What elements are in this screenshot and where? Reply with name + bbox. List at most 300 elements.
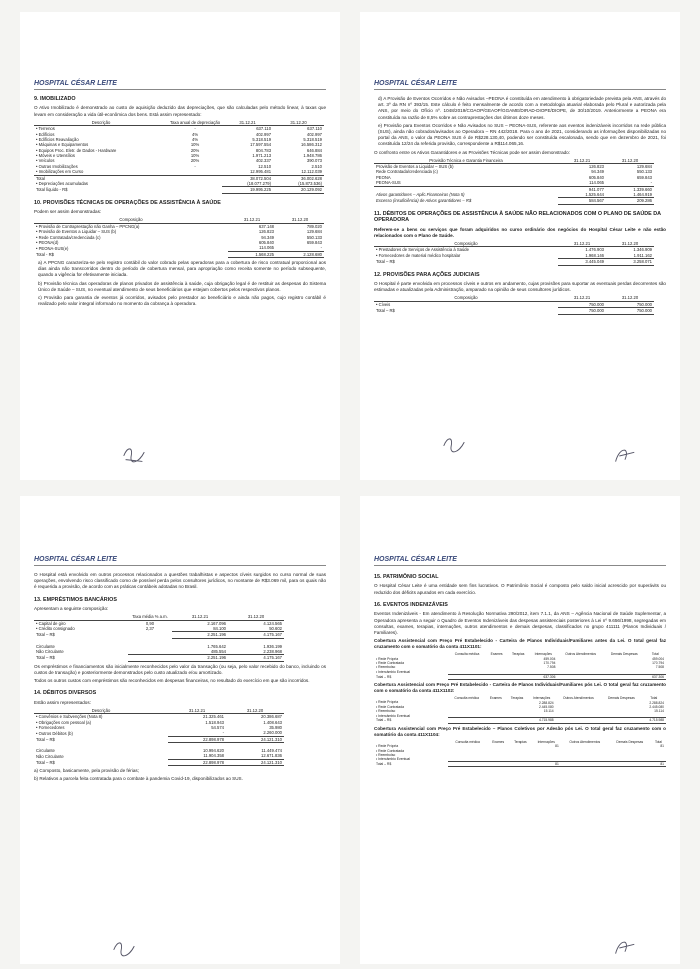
table-cell: [561, 762, 609, 767]
section-16-title: 16. EVENTOS INDENIZÁVEIS: [374, 601, 448, 608]
table-cell: 2,37: [145, 626, 155, 632]
column-header: Demais Despesas: [616, 739, 644, 744]
table-cell: 2.167.096: [207, 620, 226, 626]
table-cell: -: [650, 180, 652, 186]
table-cell: 7.508: [655, 665, 664, 670]
table-cell: • Rede Contratada: [376, 748, 404, 753]
note-b: b) Relativos a parcela feita contratada para o combate à pandemia Covid-19, disponibilizados ao SUS.: [34, 776, 243, 782]
table-cell: 550.133: [306, 234, 322, 240]
table-cell: 126.823: [258, 229, 274, 235]
table-cell: 2.251.196: [172, 655, 228, 661]
col-provisao: Provisão Técnica e Garantia Financeira: [374, 158, 558, 164]
table-cell: 38.072.504: [222, 175, 273, 181]
table-cell: 15.114: [654, 709, 664, 714]
table-cell: Ativos garantidores – Aplic.Financeiras (Nota 5): [376, 192, 465, 198]
table-cell: [557, 674, 603, 679]
events-rows-3: [374, 744, 666, 767]
col-2020: 31.12.20: [606, 241, 654, 247]
table-cell: Total – R$: [36, 736, 55, 742]
table-cell: • Veículos: [36, 158, 55, 164]
table-cell: • Intercâmbio Eventual: [376, 669, 410, 674]
table-cell: [601, 718, 641, 723]
table-cell: • Intercâmbio Eventual: [376, 713, 410, 718]
table-cell: • Intercâmbio Eventual: [376, 757, 410, 762]
table-cell: 16.586.312: [301, 142, 322, 148]
signature-image: [120, 442, 148, 466]
table-cell: 19.995.225: [222, 187, 273, 193]
col-2021: 31.12.21: [558, 158, 606, 164]
table-cell: -: [222, 730, 224, 736]
section-9-title: 9. IMOBILIZADO: [34, 96, 76, 102]
sundry-debts-table: [34, 708, 284, 766]
column-header: Internações: [534, 652, 552, 657]
table-cell: (15.873.536): [298, 180, 322, 186]
table-cell: • Obrigações com pessoal (a): [36, 719, 91, 725]
note-a: a) Composto, basicamente, pela provisão de férias;: [34, 768, 139, 774]
table-cell: 24.121.310: [226, 759, 284, 765]
table-cell: -: [320, 245, 322, 251]
table-cell: • Rede Contratada/credenciada (c): [36, 234, 101, 240]
table-cell: 4.175.167: [228, 632, 284, 638]
col-2021: 31.12.21: [558, 295, 606, 301]
fixed-assets-rows: [34, 126, 324, 175]
table-cell: 2.128.680: [276, 251, 324, 257]
column-header: Outros Atendimentos: [563, 696, 594, 701]
table-cell: PEONA-SUS: [376, 180, 401, 186]
table-cell: 12.112.039: [301, 169, 322, 175]
table-cell: Total – R$: [376, 308, 395, 314]
col-2021: 31.12.21: [222, 120, 273, 126]
table-cell: 4.715.988: [528, 718, 556, 723]
table-cell: • Capital de giro: [36, 620, 66, 626]
note-d: d) A Provisão de Eventos Ocorridos e Não Avisados –PEONA é constituída em atendimento à obrigatoriedade prevista pela ANS, através do art. 3º da RN nº 393/15. Este cálculo é feito mensalmente de acordo com a metodologia atuarial elaborada pelo Plural e autorizada pela ANS, por meio do Ofício nº. 1048/2019/COAOP/GEAOP/GGAME/DIRAD-DIOPE/DIOPE, de 30/10/2019. Anteriormente a PEONA era constituída na razão de 8,5% sobre as contraprestações dos últimos doze meses.: [378, 96, 666, 120]
column-header: Consulta médica: [454, 696, 479, 701]
table-cell: 20.386.687: [261, 714, 282, 720]
table-cell: 126.823: [588, 164, 604, 170]
lawsuits-table: [374, 295, 654, 314]
table-cell: 2.445.080: [538, 704, 554, 709]
table-cell: -: [194, 163, 196, 169]
table-cell: 637.306: [645, 674, 666, 679]
coverage-2-text: Cobertura Assistencial com Preço Pré Estabelecido - Carteira de Planos Individuais/Familiares pós Lei. O total geral faz cruzamento com o somatório da conta 411X1102:: [374, 681, 666, 694]
table-cell: 94.349: [261, 234, 274, 240]
page-header: HOSPITAL CÉSAR LEITE: [34, 556, 326, 566]
table-cell: 4%: [192, 136, 199, 142]
section-12-title: 12. PROVISÕES PARA AÇÕES JUDICIAIS: [374, 271, 480, 278]
table-cell: Rede Contratada/credenciada (c): [376, 169, 438, 175]
table-cell: 637.148: [258, 223, 274, 229]
column-header: Terapias: [511, 652, 525, 657]
table-cell: • Rede Própria: [376, 744, 399, 749]
table-row: [374, 198, 654, 204]
table-cell: 0,90: [145, 620, 155, 626]
table-cell: 20%: [190, 158, 200, 164]
table-cell: 81: [532, 762, 561, 767]
table-cell: 5.318.519: [303, 136, 322, 142]
col-composicao: Composição: [374, 241, 558, 247]
note-c: c) Provisão para garantia de eventos já ocorridos, avisados pelo prestador ao beneficiário e ainda não pagos, cujo registro contábil é realizado pelo valor integral informado no momento da cobrança à operadora.: [38, 294, 326, 307]
table-cell: Excesso (insuficiência) de Ativos garantidores – R$: [376, 198, 472, 204]
table-cell: [128, 655, 172, 661]
column-header: Outros Atendimentos: [569, 739, 601, 744]
table-cell: 605.840: [588, 174, 604, 180]
table-cell: 941.077: [558, 186, 606, 192]
table-cell: 94.349: [591, 169, 604, 175]
table-cell: 1.464.919: [633, 191, 652, 197]
table-cell: 2.288.824: [538, 700, 554, 705]
table-cell: • PEONA-SUS(e): [36, 245, 69, 251]
col-2020: 31.12.20: [606, 295, 654, 301]
table-cell: • Fornecedores: [36, 725, 65, 731]
page-3: [20, 496, 340, 964]
section-10-title: 10. PROVISÕES TÉCNICAS DE OPERAÇÕES DE ASSISTÊNCIA À SAÚDE: [34, 199, 221, 206]
table-cell: 659.843: [636, 174, 652, 180]
table-cell: 4.715.988: [642, 718, 667, 723]
table-row: [374, 718, 666, 723]
guarantee-table: [374, 158, 654, 205]
signature-image: [610, 444, 638, 468]
table-cell: Total líquido - R$: [36, 187, 68, 193]
table-cell: • Prestadores de Serviços de Assistência à Saúde: [376, 247, 469, 253]
col-2021: 31.12.21: [228, 217, 276, 223]
technical-provisions-table: [34, 217, 324, 258]
col-2020: 31.12.20: [273, 120, 324, 126]
col-2020: 31.12.20: [606, 158, 654, 164]
table-row: [34, 759, 284, 765]
column-header: Exames: [492, 739, 505, 744]
table-cell: [448, 674, 486, 679]
table-cell: • Provisão de Eventos a Liquidar – SUS (b): [36, 229, 117, 235]
loans-note-1: Os empréstimos e financiamentos são inicialmente reconhecidos pelo valor da transação (ou seja, pelo valor recebido do banco, incluindo os custos de transação) e posteriormente demonstrados pelo custo atualizado e/ou amortizado.: [34, 663, 326, 675]
table-cell: 804.783: [255, 147, 272, 153]
table-cell: Total – R$: [376, 762, 392, 767]
table-cell: [507, 674, 529, 679]
table-cell: 750.000: [606, 308, 654, 314]
table-cell: 24.121.310: [226, 736, 284, 742]
table-cell: 550.133: [636, 169, 652, 175]
table-cell: 35.980: [269, 725, 282, 731]
table-cell: 22.898.978: [168, 759, 226, 765]
table-cell: 605.840: [258, 239, 274, 245]
table-cell: 22.898.978: [168, 736, 226, 742]
table-cell: • Terrenos: [36, 126, 55, 132]
table-row: [374, 308, 654, 314]
table-cell: -: [194, 126, 196, 132]
guarantee-rows: [374, 164, 654, 187]
table-cell: 36.002.628: [273, 175, 324, 181]
table-cell: 2.288.824: [649, 700, 664, 705]
section-16-text: Eventos Indenizáveis - Em atendimento à Resolução Normativa 290/2012, item 7.1.1, da ANS – Agência Nacional de Saúde Suplementar, a Operadora apresenta a seguir o Quadro de Eventos Indenizáveis das despesas assistenciais posteriores à Lei nº 9.656/1998, segregadas em consultas, exames, terapias, internações, outros atendimentos e demais despesas, classificados no grupo 411111 (Planos Individuais / Familiares).: [374, 611, 666, 635]
table-cell: 1.568.225: [228, 251, 276, 257]
column-header: Total: [654, 739, 662, 744]
loans-rows: [34, 620, 284, 632]
col-2021: 31.12.21: [558, 241, 606, 247]
table-cell: [556, 718, 602, 723]
table-cell: 402.997: [306, 131, 322, 137]
signature-image: [610, 936, 638, 960]
loans-circulante-rows: [34, 644, 284, 662]
table-cell: 1.971.213: [252, 153, 272, 159]
table-cell: • Outros Débitos (b): [36, 730, 73, 736]
table-cell: [448, 718, 485, 723]
table-cell: 1.765.642: [207, 643, 226, 649]
table-cell: 2.445.080: [649, 704, 664, 709]
events-table-1: [374, 652, 666, 679]
col-descricao: Descrição: [34, 708, 168, 714]
column-header: Total: [651, 652, 659, 657]
col-composicao: Composição: [374, 295, 558, 301]
table-cell: 15.114: [543, 709, 554, 714]
events-rows-2: [374, 700, 666, 723]
table-cell: 390.073: [306, 158, 322, 164]
col-taxa: Taxa anual de depreciação: [170, 119, 221, 125]
table-cell: 459.004: [543, 656, 556, 661]
table-cell: 129.684: [636, 164, 652, 170]
note-b: b) Provisão técnica das operadoras de planos privados de assistência à saúde, cuja obrigação legal é de restituir as despesas do Sistema Único de Saúde – SUS, no eventual atendimento de seus beneficiários que estejam cobertos pelos respectivos planos.: [38, 280, 326, 292]
table-cell: 646.884: [306, 147, 322, 153]
sundry-debts-circulante-rows: [34, 748, 284, 766]
coverage-1-text: Cobertura Assistencial com Preço Pré Estabelecido - Carteira de Planos Individuais/Familiares antes da Lei. O total geral faz cruzamento com o somatório da conta 411X1101:: [374, 638, 666, 650]
table-cell: 1.936.199: [263, 643, 282, 649]
column-header: Internações: [533, 696, 551, 701]
fixed-assets-table: [34, 120, 324, 194]
table-cell: 11.904.358: [203, 753, 224, 759]
section-15-text: O Hospital César Leite é uma entidade sem fins lucrativos. O Patrimônio Social é composto pelo saldo inicial acrescido por superávits ou reduzido dos déficits apurados em cada exercício.: [374, 583, 666, 595]
table-cell: 170.794: [543, 661, 556, 666]
table-cell: 637.110: [307, 126, 322, 132]
table-cell: 3.445.049: [558, 259, 606, 265]
table-cell: 3.258.071: [606, 259, 654, 265]
table-cell: 1.408.643: [263, 719, 282, 725]
table-cell: 54.574: [211, 725, 224, 731]
table-cell: [609, 762, 651, 767]
signature-image: [440, 432, 468, 456]
table-cell: 114.065: [589, 180, 604, 186]
table-row: [374, 674, 666, 679]
table-cell: Total - R$: [36, 251, 54, 257]
page-header: HOSPITAL CÉSAR LEITE: [374, 80, 666, 90]
table-cell: PEONA: [376, 174, 391, 180]
col-taxa: Taxa média % a.m.: [128, 614, 172, 620]
table-cell: [168, 187, 222, 193]
table-cell: [604, 674, 645, 679]
table-cell: • Rede Própria: [376, 656, 399, 661]
table-row: [374, 259, 654, 265]
column-header: Consulta médica: [454, 652, 480, 657]
table-cell: 4.124.565: [263, 620, 282, 626]
table-cell: 21.325.461: [203, 714, 224, 720]
table-cell: • PEONA(d): [36, 239, 59, 245]
sundry-debts-rows: [34, 714, 284, 737]
table-cell: Total: [34, 175, 168, 181]
table-cell: 11.449.474: [261, 748, 282, 754]
table-cell: • Outras Imobilizações: [36, 163, 78, 169]
table-cell: Total – R$: [376, 259, 395, 265]
table-row: [34, 251, 324, 257]
table-cell: • Edifícios: [36, 131, 55, 137]
table-cell: 1.339.660: [606, 186, 654, 192]
table-cell: 20.129.092: [273, 187, 324, 193]
table-cell: 12.995.481: [250, 169, 272, 175]
section-14-title: 14. DÉBITOS DIVERSOS: [34, 690, 97, 697]
table-cell: 584.567: [558, 198, 606, 204]
column-header: Exames: [490, 652, 503, 657]
table-cell: [128, 632, 172, 638]
table-row: [34, 655, 284, 661]
debts-rows: [374, 247, 654, 259]
section-11-text: Referem-se a bens ou serviços que foram adquiridos no curso ordinário dos negócios do Hospital César Leite e não estão relacionados com o Plano de Saúde.: [374, 226, 666, 238]
table-cell: 459.004: [652, 656, 664, 661]
table-cell: 789.020: [306, 223, 322, 229]
table-cell: 209.286: [606, 198, 654, 204]
table-cell: • Reembolso: [376, 709, 396, 714]
table-cell: 17.597.554: [250, 142, 272, 148]
section-14-text: Estão assim representados:: [34, 699, 91, 705]
table-cell: (18.077.279): [247, 180, 272, 186]
table-cell: • Reembolso: [376, 752, 396, 757]
table-cell: 750.000: [588, 301, 604, 307]
table-cell: 12.671.836: [261, 753, 282, 759]
col-composicao: Composição: [34, 217, 228, 223]
column-header: Terapias: [510, 696, 524, 701]
table-cell: [509, 762, 532, 767]
loans-table: [34, 614, 284, 662]
section-13-text: Apresentam a seguinte composição:: [34, 606, 109, 612]
table-cell: • Fornecedores de material médico hospitalar: [376, 253, 461, 259]
technical-provisions-rows: [34, 223, 324, 251]
table-cell: Total – R$: [376, 674, 392, 679]
table-cell: 485.554: [210, 648, 226, 654]
col-2021: 31.12.21: [168, 708, 226, 714]
section-13-title: 13. EMPRÉSTIMOS BANCÁRIOS: [34, 596, 117, 603]
table-cell: Total – R$: [36, 759, 55, 765]
table-cell: [486, 674, 507, 679]
table-cell: 10%: [190, 142, 200, 148]
table-cell: Total – R$: [36, 655, 55, 661]
table-cell: 2.510: [311, 163, 322, 169]
table-cell: Total – R$: [376, 718, 392, 723]
table-cell: Circulante: [36, 643, 55, 649]
table-cell: 20%: [190, 147, 200, 153]
section-12-text: O Hospital é parte envolvida em processos cíveis e outros em andamento, cujas provisões para suportar as eventuais perdas decorrentes são estimadas e atualizadas pela Administração, amparado na opinião de seus consultores jurídicos.: [374, 281, 666, 293]
table-cell: [506, 718, 528, 723]
table-cell: • Cíveis: [376, 302, 391, 308]
table-cell: 2.260.000: [263, 730, 282, 736]
events-rows-1: [374, 657, 666, 680]
table-cell: • Rede Própria: [376, 700, 399, 705]
table-row: [34, 187, 324, 193]
column-header: Consulta médica: [455, 739, 480, 744]
column-header: Demais Despesas: [610, 652, 638, 657]
table-cell: [448, 762, 487, 767]
table-cell: 2.238.968: [263, 648, 282, 654]
table-cell: • Edifícios Reavaliação: [36, 136, 79, 142]
table-cell: 402.337: [255, 158, 272, 164]
table-cell: 637.306: [529, 674, 557, 679]
table-cell: • Convênios e Subvenções (Nota 8): [36, 714, 103, 720]
table-cell: 659.843: [306, 239, 322, 245]
table-cell: • Rede Contratada: [376, 661, 404, 666]
table-cell: 4%: [192, 131, 199, 137]
section-10-text: Podem ser assim demonstradas:: [34, 209, 102, 215]
lawsuit-intro: O Hospital está envolvido em outros processos relacionados a questões trabalhistas e aspectos cíveis surgidos no curso normal de suas operações, envolvendo risco classificado como de possível perda pelos consultores jurídicos, no montante de R$3.069 mil, para os quais não é requerida a provisão, de acordo com as práticas contábeis adotadas no Brasil.: [34, 572, 326, 590]
coverage-3-text: Cobertura Assistencial com Preço Pré Estabelecido – Planos Coletivos por Adesão pós Lei. O total geral faz cruzamento com o somatório da conta 411X1104:: [374, 725, 666, 737]
col-2020: 31.12.20: [276, 217, 324, 223]
table-cell: 50.602: [269, 625, 282, 631]
table-cell: 1.911.162: [633, 252, 652, 258]
table-cell: 1.518.943: [205, 719, 224, 725]
section-15-title: 15. PATRIMÔNIO SOCIAL: [374, 574, 439, 580]
col-2020: 31.12.20: [228, 614, 284, 620]
page-1: [20, 12, 340, 480]
table-cell: 637.110: [256, 126, 272, 132]
events-table-3: [374, 740, 666, 767]
table-cell: 81: [660, 744, 664, 749]
table-cell: Não Circulante: [36, 753, 64, 759]
table-cell: 114.065: [259, 245, 274, 251]
table-cell: [487, 762, 509, 767]
table-cell: [485, 718, 506, 723]
table-cell: • Crédito consignado: [36, 626, 75, 632]
table-cell: • Provisão de Contraprestação não Ganha – PPCNG(a): [36, 223, 140, 229]
table-cell: Circulante: [36, 748, 55, 754]
table-cell: 750.000: [558, 308, 606, 314]
table-cell: 1.968.146: [585, 252, 604, 258]
table-cell: • Equipos Proc. Eletr. de Dados - Hardware: [36, 147, 117, 153]
table-cell: • Reembolso: [376, 665, 396, 670]
table-cell: 5.318.519: [252, 136, 272, 142]
table-cell: 1.525.644: [585, 191, 604, 197]
note-a: a) A PPCNG caracteriza-se pelo registro contábil do valor cobrado pelas operadoras para a cobertura de risco contratual proporcional aos dias ainda não transcorridos dentro do período de cobertura mensal, para apropriação como receita somente no período subsequente, quando a vigência for efetivamente iniciada.: [38, 260, 326, 278]
table-cell: • Imobilizações em Curso: [36, 169, 84, 175]
table-cell: 4.175.167: [228, 655, 284, 661]
table-cell: 402.997: [255, 131, 272, 137]
page-header: HOSPITAL CÉSAR LEITE: [374, 556, 666, 566]
column-header: Terapias: [514, 739, 527, 744]
table-row: [374, 762, 666, 767]
table-cell: 750.000: [636, 301, 652, 307]
table-cell: 1.948.786: [303, 153, 322, 159]
section-11-title: 11. DÉBITOS DE OPERAÇÕES DE ASSISTÊNCIA À SAÚDE NÃO RELACIONADOS COM O PLANO DE SAÚDE DA OPERADORA: [374, 210, 661, 224]
table-cell: 81: [555, 744, 559, 749]
table-cell: • Rede Contratada: [376, 704, 404, 709]
column-header: Outros Atendimentos: [565, 652, 596, 657]
column-header: Internações: [537, 739, 555, 744]
col-2020: 31.12.20: [226, 708, 284, 714]
col-descricao: Descrição: [34, 120, 168, 126]
table-cell: 7.508: [547, 665, 556, 670]
debts-table: [374, 241, 654, 266]
table-cell: • Depreciações acumuladas: [36, 181, 88, 187]
table-cell: • Móveis e Utensílios: [36, 153, 75, 159]
note-e: e) Provisão para Eventos Ocorridos e Não Avisados no SUS – PEONA-SUS, referente aos eventos indenizáveis incorridos na rede pública (SUS), ainda não cobrados/avisados ao Operadora – RN 442/2018. Para o ano de 2021, considerando as informações disponibilizadas no portal da ANS, o valor da PEONA SUS é de R$228.130,40, podendo ser constituída escalonada, sendo que em dezembro de 2021, foi constituída 12/24 da referida provisão, correspondente a R$114.065,16.: [378, 122, 666, 147]
table-cell: 10.994.620: [203, 748, 224, 754]
table-cell: 1.346.909: [633, 247, 652, 253]
table-cell: 129.684: [306, 229, 322, 235]
table-cell: 12.510: [258, 163, 272, 169]
table-cell: • Máquinas e Equipamentos: [36, 142, 89, 148]
table-cell: Total – R$: [36, 632, 55, 638]
table-cell: 81: [651, 762, 666, 767]
table-cell: 170.794: [652, 661, 664, 666]
table-cell: Não Circulante: [36, 649, 64, 655]
table-cell: 1.476.903: [585, 247, 604, 253]
table-cell: 2.251.196: [172, 632, 228, 638]
page-2: [360, 12, 680, 480]
table-cell: Provisão de Eventos a Liquidar – SUS (b): [376, 164, 454, 170]
column-header: Exames: [489, 696, 502, 701]
signature-image: [110, 936, 138, 960]
